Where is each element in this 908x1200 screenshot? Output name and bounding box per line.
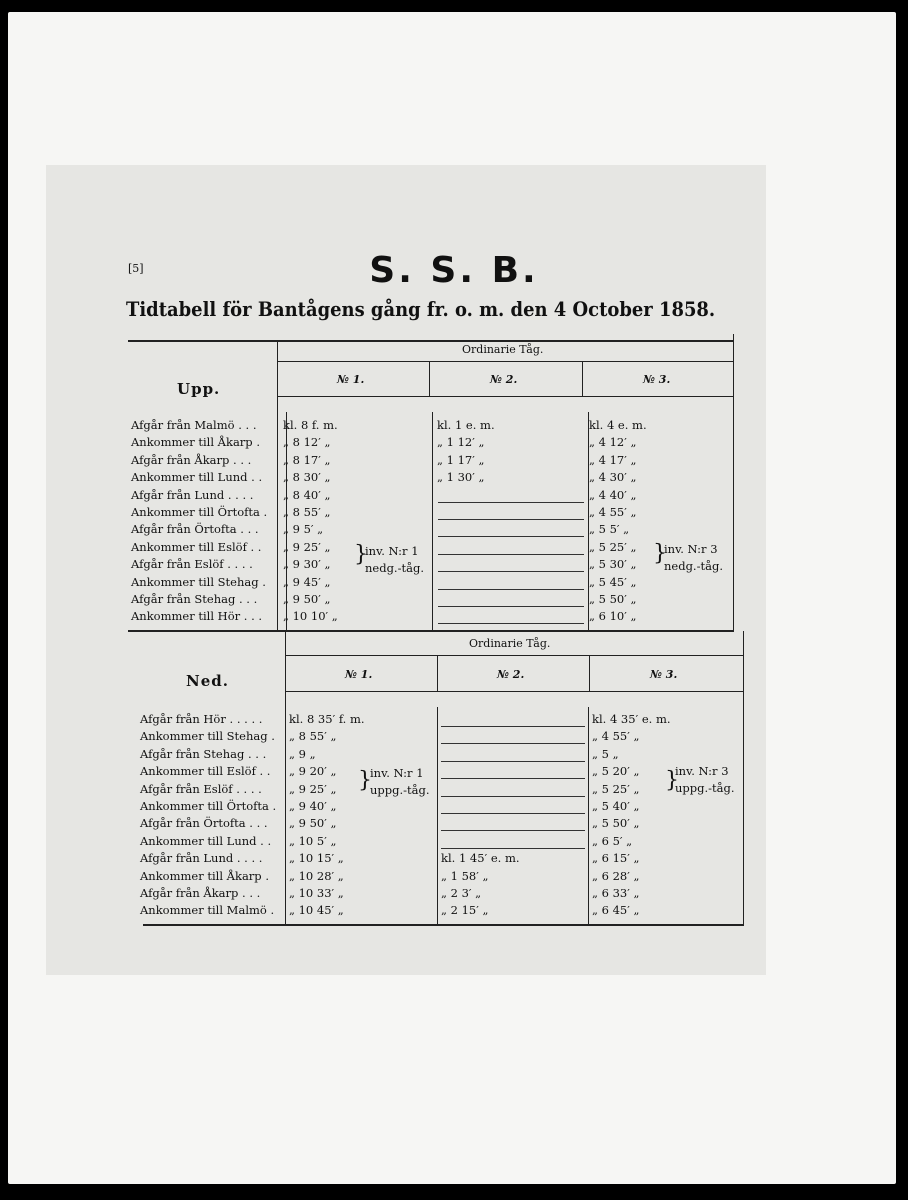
ned-train-2-empty-rule (441, 848, 585, 849)
upp-station-label: Ankommer till Örtofta . (131, 505, 268, 519)
upp-train-2-time: „ 1 30′ „ (437, 470, 485, 485)
ned-section-label: Ned. (186, 672, 229, 690)
upp-train-2-empty-rule (438, 623, 584, 624)
upp-train-3-time: kl. 4 e. m. (589, 418, 647, 432)
ned-station-label: Ankommer till Lund . . (140, 833, 272, 848)
upp-train-1-time: kl. 8 f. m. (283, 418, 338, 432)
ned-note-1-brace: } (358, 768, 372, 793)
ned-station-label: Afgår från Stehag . . . (140, 746, 267, 761)
upp-train-2-time: kl. 1 e. m. (437, 418, 495, 432)
ned-train-3-time: „ 6 45′ „ (592, 903, 640, 918)
ned-train-3-time: „ 5 20′ „ (592, 764, 640, 779)
upp-train-1-time: „ 9 50′ „ (283, 592, 331, 606)
upp-station-label: Ankommer till Hör . . . (131, 609, 263, 624)
ned-train-1-time: „ 10 45′ „ (289, 903, 344, 918)
upp-train-2-time: „ 1 12′ „ (437, 435, 485, 450)
upp-train-1-time: „ 9 5′ „ (283, 522, 324, 537)
upp-group-header: Ordinarie Tåg. (462, 343, 544, 356)
upp-train-2-empty-rule (438, 606, 584, 607)
upp-train-2-empty-rule (438, 519, 584, 520)
ned-station-label: Afgår från Åkarp . . . (140, 886, 261, 900)
upp-station-label: Ankommer till Lund . . (131, 470, 263, 485)
upp-train-1-header: № 1. (337, 373, 365, 386)
ned-station-label: Ankommer till Örtofta . (140, 799, 277, 813)
ned-train-3-time: „ 5 „ (592, 746, 619, 761)
upp-train-2-time: „ 1 17′ „ (437, 452, 485, 467)
upp-train-3-time: „ 4 40′ „ (589, 487, 637, 502)
page-number: [5] (128, 262, 144, 275)
ned-station-label: Afgår från Lund . . . . (140, 851, 263, 866)
upp-station-label: Afgår från Eslöf . . . . (131, 557, 253, 572)
upp-station-label: Afgår från Malmö . . . (131, 418, 257, 432)
upp-train-3-time: „ 4 17′ „ (589, 452, 637, 467)
upp-station-label: Ankommer till Eslöf . . (131, 539, 262, 554)
ned-train-1-time: „ 9 20′ „ (289, 764, 337, 779)
ned-train-3-time: „ 4 55′ „ (592, 729, 640, 744)
upp-train-3-header: № 3. (643, 373, 671, 386)
ned-train-1-time: „ 9 „ (289, 746, 316, 761)
upp-train-2-header: № 2. (490, 373, 518, 386)
upp-note-3-brace: } (653, 541, 667, 566)
upp-train-1-time: „ 9 25′ „ (283, 539, 331, 554)
ned-train-1-header: № 1. (345, 668, 373, 681)
ned-train-2-time: „ 2 15′ „ (441, 903, 489, 918)
upp-train-1-time: „ 8 30′ „ (283, 470, 331, 485)
upp-note-1: inv. N:r 1 nedg.-tåg. (365, 544, 424, 575)
ned-train-2-empty-rule (441, 778, 585, 779)
ned-train-2-time: kl. 1 45′ e. m. (441, 851, 520, 866)
upp-train-1-time: „ 8 12′ „ (283, 435, 331, 450)
document-title: S. S. B. (369, 250, 539, 291)
ned-train-3-time: „ 6 33′ „ (592, 886, 640, 900)
upp-section-label: Upp. (177, 380, 221, 398)
upp-train-3-time: „ 5 25′ „ (589, 539, 637, 554)
upp-train-3-time: „ 5 50′ „ (589, 592, 637, 606)
upp-station-label: Afgår från Lund . . . . (131, 487, 254, 502)
upp-station-label: Ankommer till Stehag . (131, 574, 266, 589)
ned-train-2-empty-rule (441, 743, 585, 744)
ned-station-label: Ankommer till Stehag . (140, 729, 275, 744)
upp-train-2-empty-rule (438, 571, 584, 572)
ned-note-1: inv. N:r 1 uppg.-tåg. (370, 766, 430, 797)
ned-train-1-time: „ 10 15′ „ (289, 851, 344, 866)
ned-station-label: Afgår från Örtofta . . . (140, 816, 268, 831)
ned-train-2-empty-rule (441, 813, 585, 814)
upp-train-3-time: „ 4 12′ „ (589, 435, 637, 450)
ned-train-1-time: kl. 8 35′ f. m. (289, 712, 365, 726)
upp-station-label: Ankommer till Åkarp . (131, 435, 260, 450)
ned-train-2-empty-rule (441, 761, 585, 762)
upp-train-2-empty-rule (438, 536, 584, 537)
upp-train-3-time: „ 5 45′ „ (589, 574, 637, 589)
ned-train-3-time: „ 6 5′ „ (592, 833, 633, 848)
upp-train-1-time: „ 8 17′ „ (283, 452, 331, 467)
upp-train-1-time: „ 8 55′ „ (283, 505, 331, 519)
ned-train-1-time: „ 9 25′ „ (289, 781, 337, 796)
ned-note-3-brace: } (665, 768, 679, 793)
ned-train-2-empty-rule (441, 726, 585, 727)
upp-station-label: Afgår från Örtofta . . . (131, 522, 259, 537)
ned-train-3-time: „ 6 15′ „ (592, 851, 640, 866)
upp-note-3: inv. N:r 3 nedg.-tåg. (664, 542, 723, 573)
document-subtitle: Tidtabell för Bantågens gång fr. o. m. den 4 October 1858. (126, 298, 716, 321)
ned-train-3-time: „ 5 50′ „ (592, 816, 640, 831)
upp-station-label: Afgår från Stehag . . . (131, 592, 258, 606)
upp-train-3-time: „ 5 30′ „ (589, 557, 637, 572)
upp-train-1-time: „ 9 45′ „ (283, 574, 331, 589)
upp-train-3-time: „ 4 55′ „ (589, 505, 637, 519)
ned-train-3-time: „ 6 28′ „ (592, 868, 640, 883)
ned-train-1-time: „ 9 50′ „ (289, 816, 337, 831)
ned-train-1-time: „ 10 5′ „ (289, 833, 337, 848)
ned-train-3-time: „ 5 40′ „ (592, 799, 640, 813)
ned-train-3-time: kl. 4 35′ e. m. (592, 712, 671, 726)
ned-train-1-time: „ 10 33′ „ (289, 886, 344, 900)
upp-train-1-time: „ 8 40′ „ (283, 487, 331, 502)
ned-station-label: Afgår från Eslöf . . . . (140, 781, 262, 796)
ned-train-1-time: „ 9 40′ „ (289, 799, 337, 813)
ned-train-2-empty-rule (441, 830, 585, 831)
ned-train-2-time: „ 2 3′ „ (441, 886, 482, 900)
upp-train-2-empty-rule (438, 589, 584, 590)
ned-train-3-time: „ 5 25′ „ (592, 781, 640, 796)
ned-train-1-time: „ 10 28′ „ (289, 868, 344, 883)
upp-train-1-time: „ 10 10′ „ (283, 609, 338, 624)
ned-train-2-header: № 2. (497, 668, 525, 681)
upp-train-3-time: „ 4 30′ „ (589, 470, 637, 485)
ned-train-1-time: „ 8 55′ „ (289, 729, 337, 744)
ned-station-label: Afgår från Hör . . . . . (140, 712, 263, 726)
upp-train-2-empty-rule (438, 554, 584, 555)
ned-train-2-time: „ 1 58′ „ (441, 868, 489, 883)
ned-station-label: Ankommer till Eslöf . . (140, 764, 271, 779)
ned-note-3: inv. N:r 3 uppg.-tåg. (675, 764, 735, 795)
ned-train-3-header: № 3. (650, 668, 678, 681)
upp-train-2-empty-rule (438, 502, 584, 503)
upp-note-1-brace: } (354, 542, 368, 567)
upp-train-1-time: „ 9 30′ „ (283, 557, 331, 572)
ned-train-2-empty-rule (441, 796, 585, 797)
ned-group-header: Ordinarie Tåg. (469, 637, 551, 650)
upp-station-label: Afgår från Åkarp . . . (131, 452, 252, 467)
upp-train-3-time: „ 5 5′ „ (589, 522, 630, 537)
ned-station-label: Ankommer till Åkarp . (140, 868, 269, 883)
upp-train-3-time: „ 6 10′ „ (589, 609, 637, 624)
ned-station-label: Ankommer till Malmö . (140, 903, 275, 918)
